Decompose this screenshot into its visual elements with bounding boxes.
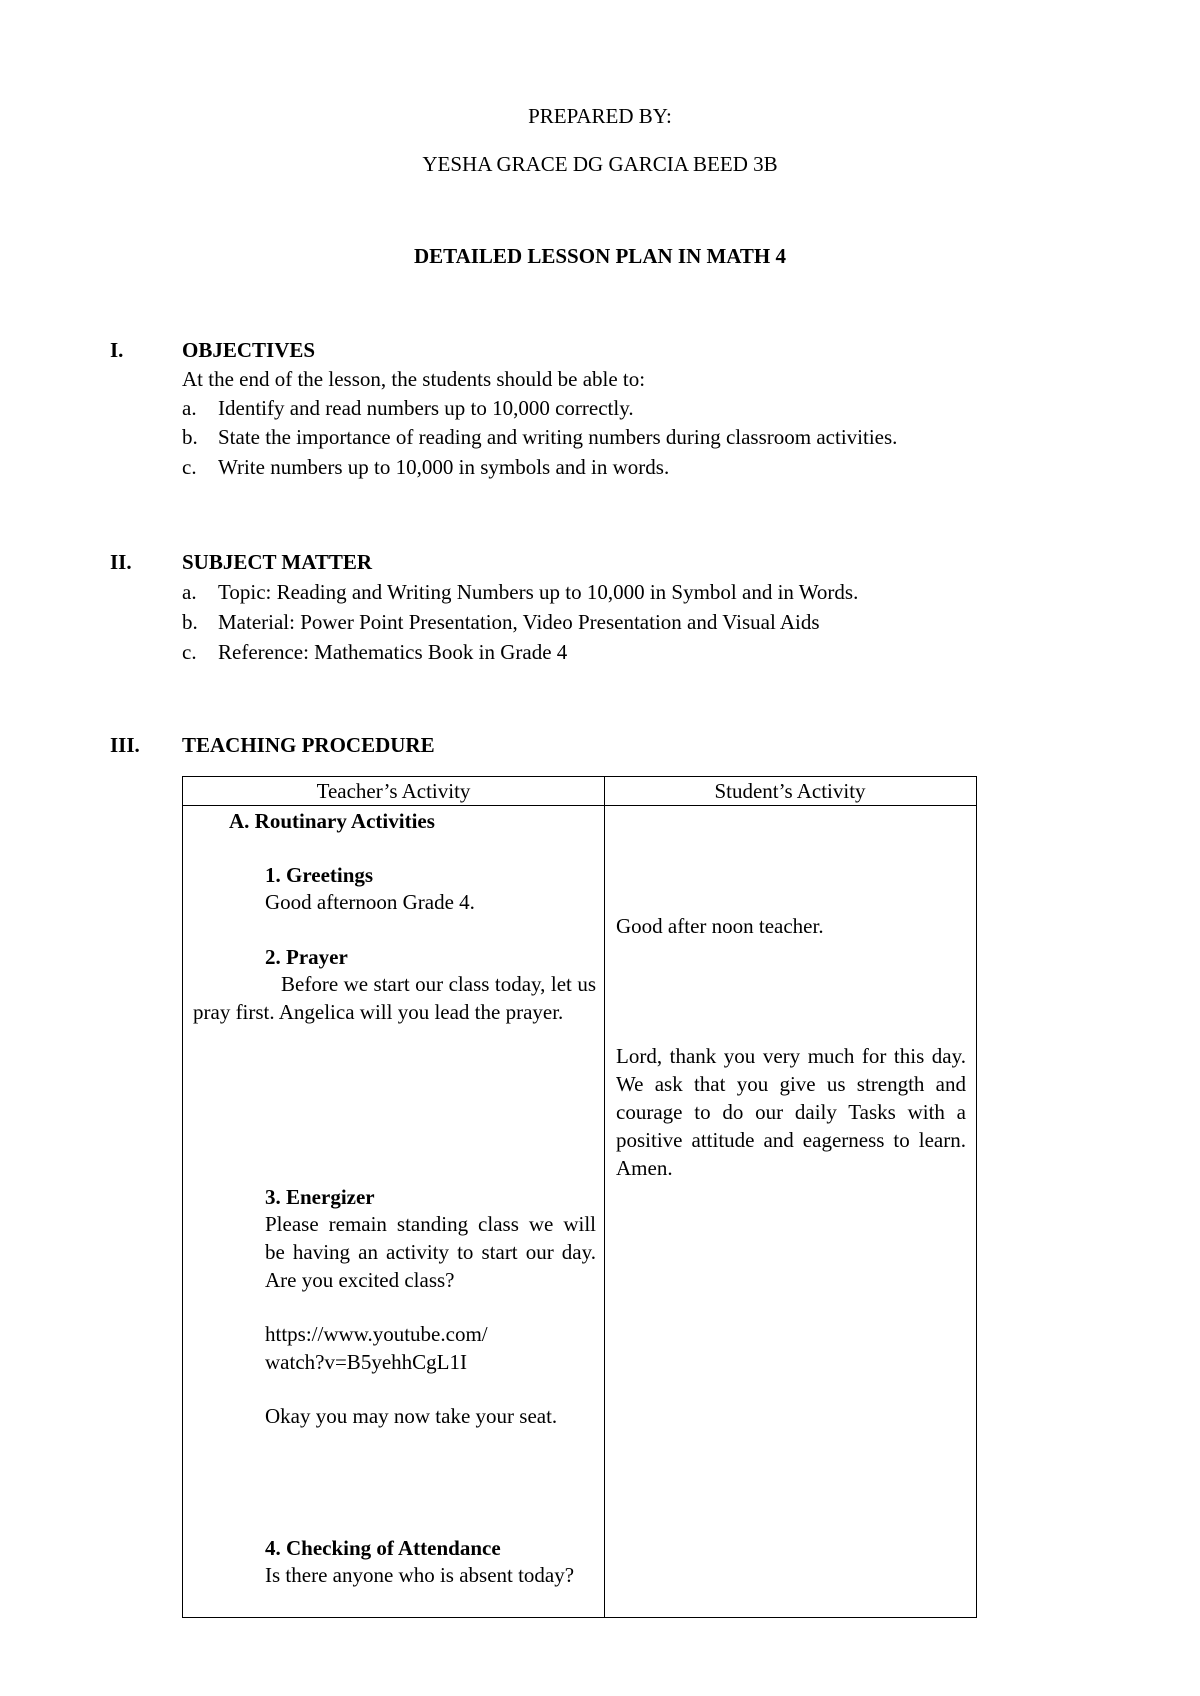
student-activity-header: Student’s Activity (714, 779, 866, 803)
energizer-heading: 3. Energizer (265, 1185, 375, 1209)
list-item-letter: c. (182, 455, 197, 479)
prepared-by-label: PREPARED BY: (528, 104, 672, 128)
list-item (182, 453, 669, 481)
energizer-link-line-2: watch?v=B5yehhCgL1I (265, 1350, 467, 1374)
list-item-letter: c. (182, 640, 197, 664)
list-item-letter: a. (182, 580, 197, 604)
list-item-text: Topic: Reading and Writing Numbers up to 10,000 in Symbol and in Words. (218, 580, 859, 604)
prayer-response: Lord, thank you very much for this day. We ask that you give us strength and courage to do our daily Tasks with a positive attitude and eagerness to learn. Amen. (616, 1044, 966, 1180)
energizer-link-line-1: https://www.youtube.com/ (265, 1322, 488, 1346)
list-item (182, 394, 634, 422)
energizer-text: Please remain standing class we will be having an activity to start our day. Are you excited class? (265, 1212, 596, 1292)
list-item-letter: b. (182, 610, 198, 634)
list-item-text: Write numbers up to 10,000 in symbols and in words. (218, 455, 670, 479)
objectives-intro: At the end of the lesson, the students should be able to: (182, 367, 646, 391)
list-item (182, 423, 897, 451)
list-item-letter: b. (182, 425, 198, 449)
list-item (182, 608, 820, 636)
greetings-heading: 1. Greetings (265, 863, 374, 887)
list-item-letter: a. (182, 396, 197, 420)
table-header-divider (183, 805, 976, 806)
teacher-activity-header: Teacher’s Activity (316, 779, 471, 803)
list-item-text: Identify and read numbers up to 10,000 correctly. (218, 396, 634, 420)
greetings-text: Good afternoon Grade 4. (265, 890, 475, 914)
list-item (182, 578, 858, 606)
list-item-text: State the importance of reading and writing numbers during classroom activities. (218, 425, 898, 449)
activity-table (182, 776, 977, 1618)
author-name: YESHA GRACE DG GARCIA BEED 3B (422, 152, 778, 176)
prayer-text: Before we start our class today, let us pray first. Angelica will you lead the prayer. (193, 972, 596, 1024)
list-item-text: Material: Power Point Presentation, Video Presentation and Visual Aids (218, 610, 820, 634)
list-item-text: Reference: Mathematics Book in Grade 4 (218, 640, 568, 664)
list-item (182, 638, 567, 666)
table-column-divider (604, 777, 605, 1617)
attendance-heading: 4. Checking of Attendance (265, 1536, 501, 1560)
section-number-teaching-procedure: III. (110, 733, 140, 757)
routinary-activities-heading: A. Routinary Activities (229, 809, 435, 833)
energizer-after-text: Okay you may now take your seat. (265, 1404, 558, 1428)
section-heading-teaching-procedure: TEACHING PROCEDURE (182, 733, 435, 757)
section-heading-objectives: OBJECTIVES (182, 338, 316, 362)
section-number-objectives: I. (110, 338, 124, 362)
section-heading-subject-matter: SUBJECT MATTER (182, 550, 373, 574)
greetings-response: Good after noon teacher. (616, 914, 824, 938)
attendance-text: Is there anyone who is absent today? (265, 1563, 575, 1587)
document-title: DETAILED LESSON PLAN IN MATH 4 (413, 244, 787, 268)
prayer-heading: 2. Prayer (265, 945, 348, 969)
section-number-subject-matter: II. (110, 550, 132, 574)
